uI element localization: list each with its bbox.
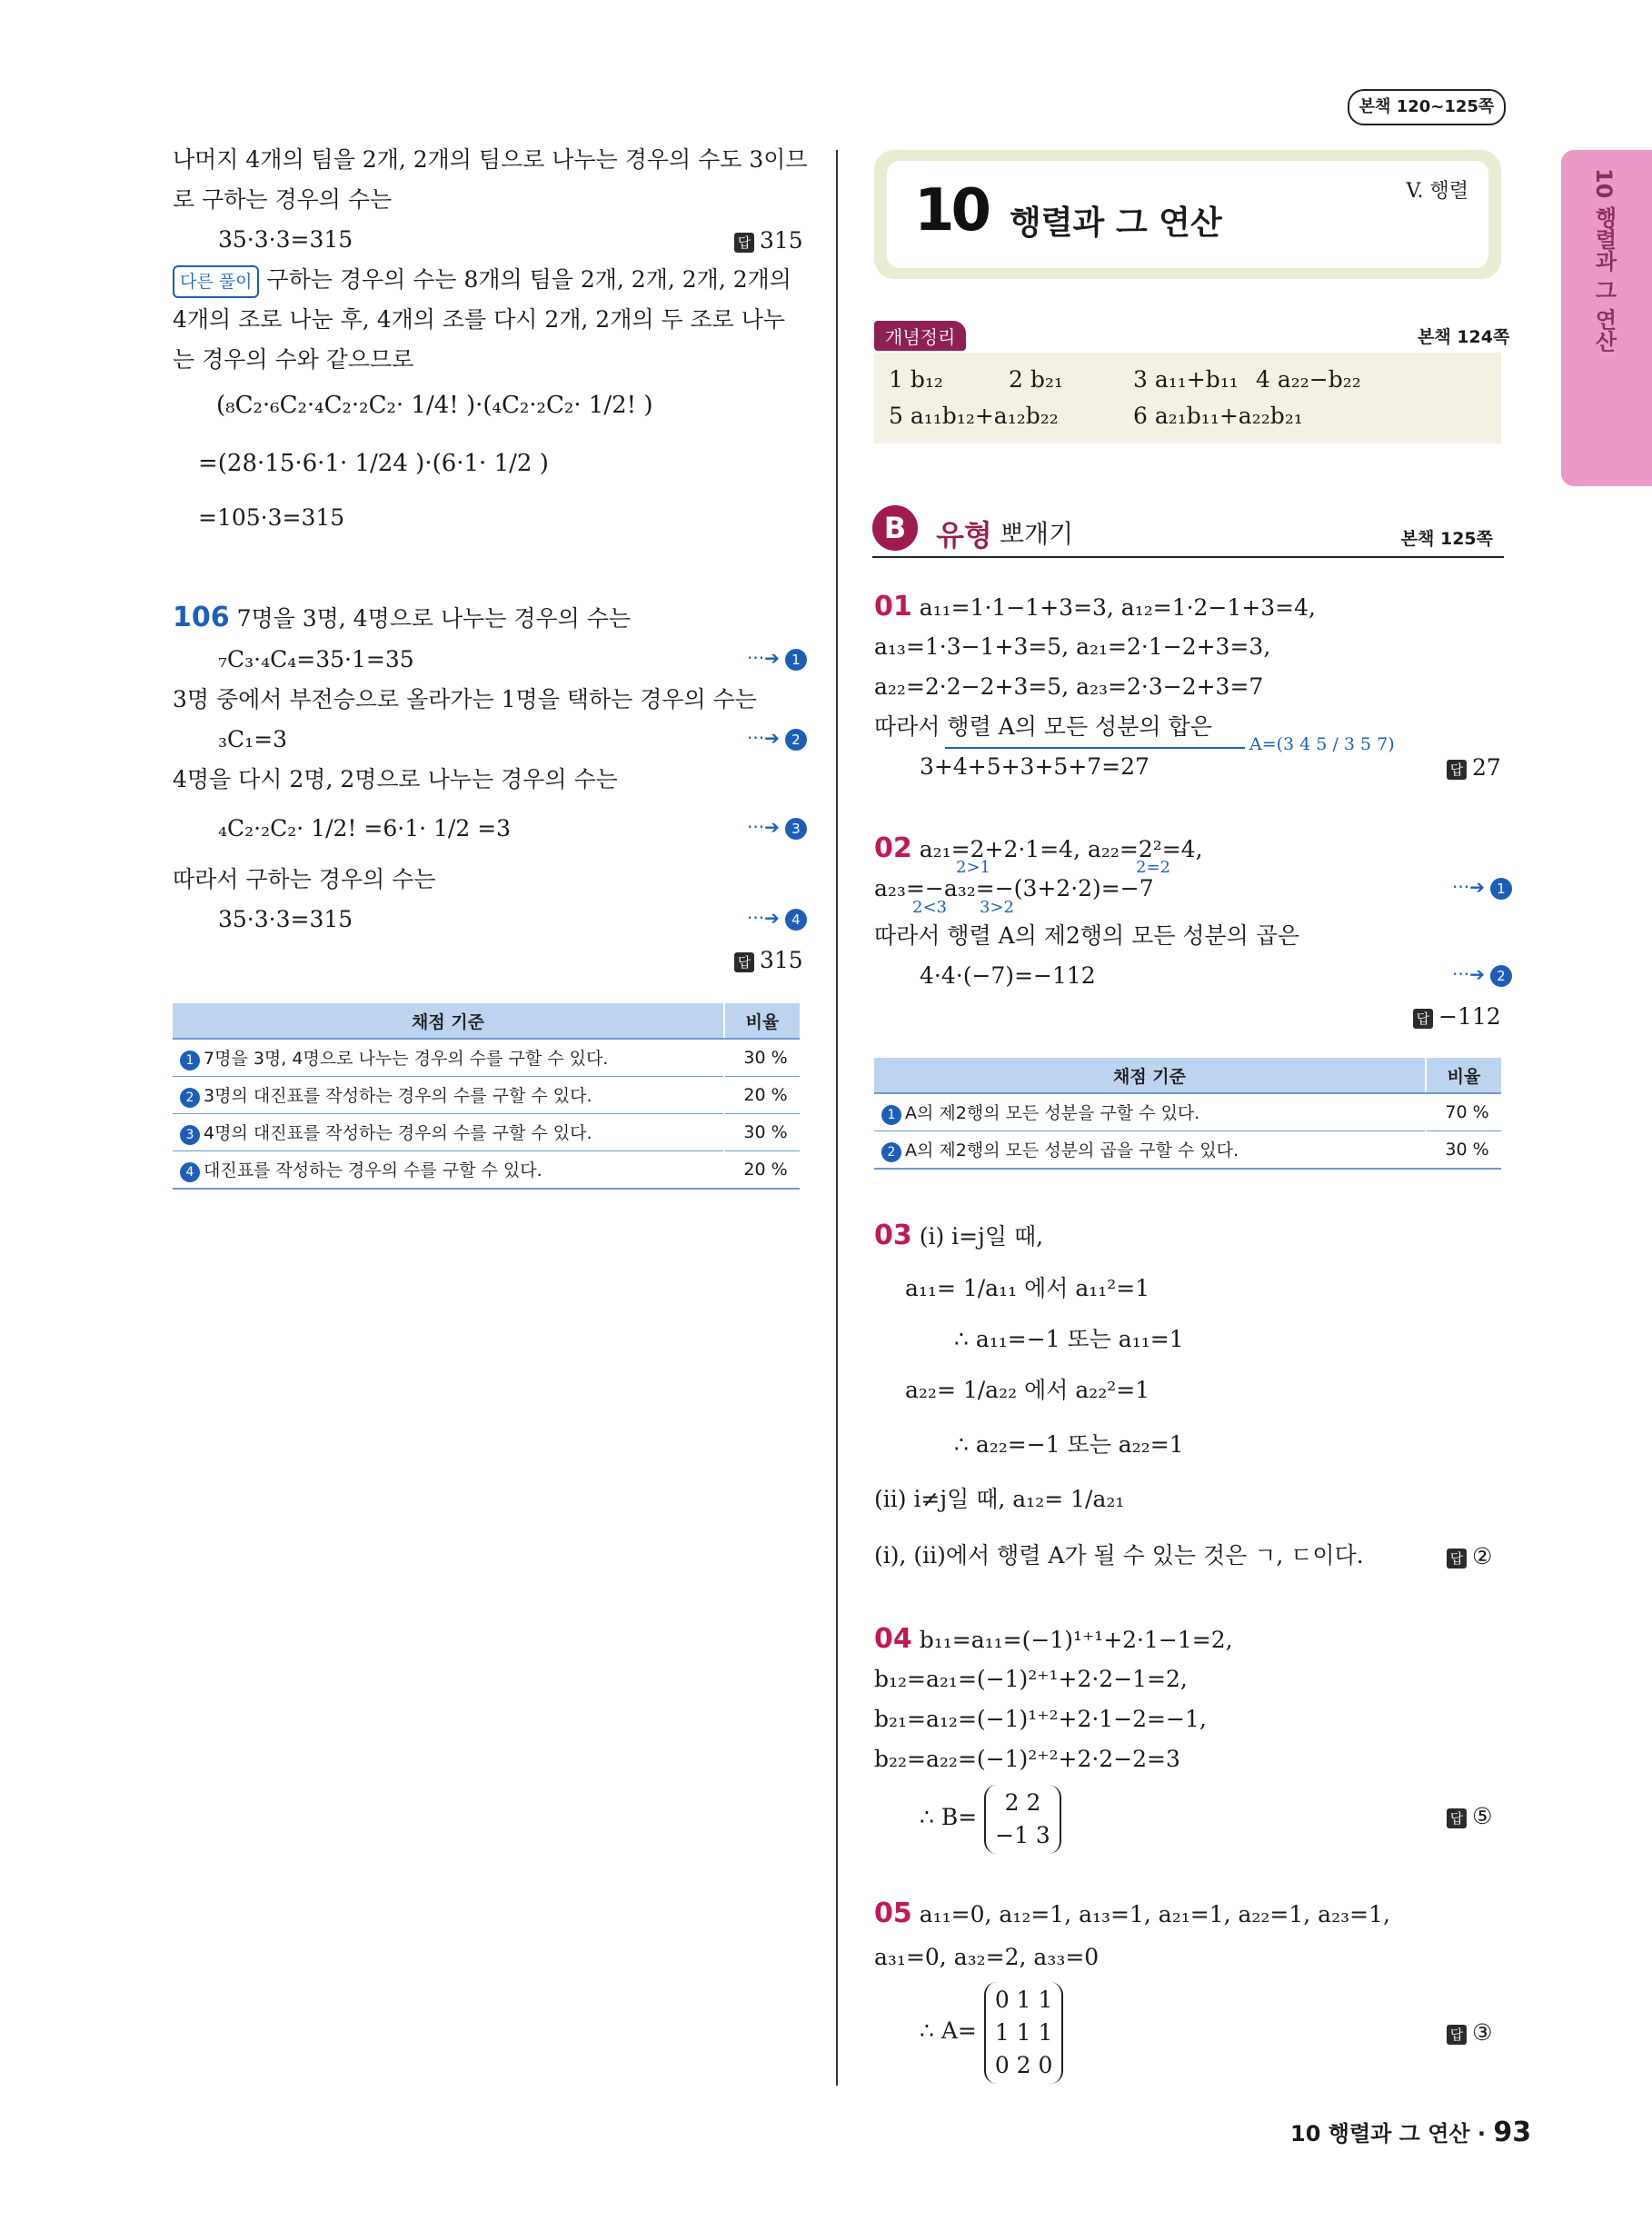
grading-row (173, 1114, 800, 1151)
problem-text: a₁₁=1·1−1+3=3, a₁₂=1·2−1+3=4, (919, 594, 1316, 621)
criteria-text: 7명을 3명, 4명으로 나누는 경우의 수를 구할 수 있다. (204, 1049, 609, 1069)
problem-text: 7명을 3명, 4명으로 나누는 경우의 수는 (236, 605, 632, 632)
matrix-b (984, 1785, 1061, 1854)
answer-box-icon: 답 (734, 952, 754, 972)
criteria-number: 4 (180, 1162, 200, 1182)
step-number: 4 (785, 909, 807, 931)
problem-106 (173, 603, 631, 633)
problem-text: b₁₁=a₁₁=(−1)¹⁺¹+2·1−1=2, (919, 1627, 1233, 1653)
step-marker: ···➔ 2 (747, 727, 807, 751)
ratio-header: 비율 (724, 1003, 800, 1039)
math-line: a₁₁= 1/a₁₁ 에서 a₁₁²=1 (905, 1275, 1150, 1301)
type-ref: 본책 125쪽 (1400, 529, 1493, 549)
math-line: 4·4·(−7)=−112 (920, 962, 1096, 989)
text-line: 따라서 행렬 A의 제2행의 모든 성분의 곱은 (874, 922, 1300, 949)
chapter-side-tab (1561, 150, 1652, 486)
left-text-line: 4개의 조로 나눈 후, 4개의 조를 다시 2개, 2개의 두 조로 나누 (173, 306, 786, 333)
step-marker: ···➔ 1 (1452, 876, 1512, 900)
answer-box-icon: 답 (1413, 1009, 1433, 1029)
concept-item: 1 b₁₂ (889, 366, 943, 393)
note: 2>1 (956, 858, 990, 877)
grading-header: 채점 기준 (173, 1003, 724, 1039)
answer-mark (1447, 2019, 1492, 2046)
concept-item: 2 b₂₁ (1009, 366, 1063, 393)
math-line: 3+4+5+3+5+7=27 (920, 753, 1149, 780)
left-equation: 35·3·3=315 (218, 226, 353, 253)
left-text-line: 3명 중에서 부전승으로 올라가는 1명을 택하는 경우의 수는 (173, 686, 757, 712)
left-equation: ₇C₃·₄C₄=35·1=35 (218, 646, 414, 672)
math-label: ∴ A= (920, 2017, 977, 2044)
concept-item: 5 a₁₁b₁₂+a₁₂b₂₂ (889, 403, 1059, 429)
matrix-row: 1 1 1 (994, 2018, 1053, 2046)
concept-box (874, 353, 1501, 443)
side-tab-label: 10 행렬과 그 연산 (1591, 168, 1617, 353)
answer-box-icon: 답 (734, 233, 754, 253)
math-line: b₁₂=a₂₁=(−1)²⁺¹+2·2−1=2, (874, 1666, 1188, 1692)
matrix-line (920, 1781, 1061, 1854)
concept-item: 4 a₂₂−b₂₂ (1256, 366, 1361, 393)
note-underline (945, 747, 1245, 749)
matrix-row: −1 3 (995, 1821, 1050, 1848)
answer-value: 315 (760, 227, 803, 254)
step-number: 3 (785, 818, 807, 840)
answer-value: 27 (1472, 754, 1501, 781)
answer-mark (734, 227, 803, 254)
left-equation: 35·3·3=315 (218, 906, 353, 932)
criteria-number: 1 (881, 1105, 901, 1125)
answer-mark (1447, 1803, 1492, 1829)
left-text-line: 는 경우의 수와 같으므로 (173, 346, 414, 373)
text-line: 따라서 행렬 A의 모든 성분의 합은 (874, 713, 1212, 740)
grading-row (874, 1131, 1501, 1170)
criteria-ratio: 20 % (724, 1151, 800, 1190)
left-text-line: 4명을 다시 2명, 2명으로 나누는 경우의 수는 (173, 766, 618, 792)
alt-solution-text: 구하는 경우의 수는 8개의 팀을 2개, 2개, 2개, 2개의 (266, 266, 791, 293)
type-subtitle: 뽀개기 (1000, 519, 1074, 549)
problem-number: 04 (874, 1623, 912, 1655)
criteria-text: 대진표를 작성하는 경우의 수를 구할 수 있다. (204, 1160, 542, 1180)
math-line: ∴ a₁₁=−1 또는 a₁₁=1 (954, 1326, 1184, 1352)
criteria-number: 3 (180, 1125, 200, 1145)
math-line: a₂₂=2·2−2+3=5, a₂₃=2·3−2+3=7 (874, 673, 1264, 700)
left-text-line: 로 구하는 경우의 수는 (173, 186, 393, 213)
answer-mark (1447, 1543, 1492, 1569)
step-number: 2 (1490, 965, 1512, 987)
matrix-a (984, 1982, 1064, 2084)
type-title: 유형 (936, 518, 992, 553)
grading-row (173, 1039, 800, 1077)
criteria-text: 4명의 대진표를 작성하는 경우의 수를 구할 수 있다. (204, 1123, 592, 1143)
criteria-number: 2 (180, 1088, 200, 1108)
criteria-number: 2 (881, 1142, 901, 1162)
matrix-row: 0 1 1 (994, 1986, 1053, 2013)
chapter-title: 행렬과 그 연산 (1010, 204, 1222, 242)
math-line: a₁₃=1·3−1+3=5, a₂₁=2·1−2+3=3, (874, 633, 1271, 660)
problem-text: a₂₁=2+2·1=4, a₂₂=2²=4, (919, 836, 1203, 862)
problem-text: (i) i=j일 때, (919, 1223, 1044, 1250)
answer-box-icon: 답 (1447, 1549, 1467, 1569)
chapter-header-inner (887, 161, 1488, 268)
ratio-header: 비율 (1426, 1058, 1501, 1093)
left-equation: =(28·15·6·1· 1/24 )·(6·1· 1/2 ) (198, 450, 549, 477)
alt-solution-line (173, 265, 791, 298)
math-line: (ii) i≠j일 때, a₁₂= 1/a₂₁ (874, 1486, 1125, 1512)
answer-value: 315 (760, 947, 803, 973)
math-line: b₂₂=a₂₂=(−1)²⁺²+2·2−2=3 (874, 1746, 1180, 1772)
problem-text: a₁₁=0, a₁₂=1, a₁₃=1, a₂₁=1, a₂₂=1, a₂₃=1, (919, 1901, 1390, 1927)
step-marker: ···➔ 2 (1452, 963, 1512, 987)
math-line: a₂₂= 1/a₂₂ 에서 a₂₂²=1 (905, 1377, 1150, 1403)
note: 2=2 (1136, 858, 1170, 877)
left-equation: (₈C₂·₆C₂·₄C₂·₂C₂· 1/4! )·(₄C₂·₂C₂· 1/2! ) (216, 392, 653, 419)
concept-item: 3 a₁₁+b₁₁ (1133, 366, 1239, 393)
text-line: (i), (ii)에서 행렬 A가 될 수 있는 것은 ㄱ, ㄷ이다. (874, 1542, 1364, 1569)
problem-number: 02 (874, 832, 912, 864)
answer-value: ② (1472, 1543, 1493, 1569)
answer-mark (1447, 754, 1501, 781)
problem-03 (874, 1221, 1043, 1251)
footer: 10 행렬과 그 연산 · 93 (1290, 2116, 1532, 2148)
grading-table (173, 1003, 800, 1190)
problem-number: 03 (874, 1220, 912, 1251)
unit-label: V. 행렬 (1406, 180, 1468, 203)
step-marker: ···➔ 1 (747, 647, 807, 671)
math-label: ∴ B= (920, 1804, 978, 1830)
answer-value: ⑤ (1472, 1803, 1493, 1829)
left-equation: ₃C₁=3 (218, 726, 288, 752)
left-equation: =105·3=315 (198, 504, 345, 531)
math-line: a₃₁=0, a₃₂=2, a₃₃=0 (874, 1944, 1100, 1970)
answer-box-icon: 답 (1447, 2025, 1467, 2045)
page-ref-pill: 본책 120~125쪽 (1348, 89, 1506, 125)
criteria-text: 3명의 대진표를 작성하는 경우의 수를 구할 수 있다. (204, 1086, 592, 1106)
math-line: ∴ a₂₂=−1 또는 a₂₂=1 (954, 1431, 1184, 1458)
type-badge: B (872, 505, 918, 551)
problem-number: 106 (173, 602, 230, 633)
step-number: 1 (785, 649, 807, 671)
answer-mark (1413, 1003, 1501, 1030)
problem-01 (874, 593, 1316, 622)
left-text-line: 따라서 구하는 경우의 수는 (173, 866, 436, 892)
problem-number: 01 (874, 591, 912, 622)
concept-tag: 개념정리 (874, 321, 966, 351)
left-equation: ₄C₂·₂C₂· 1/2! =6·1· 1/2 =3 (218, 815, 512, 842)
criteria-ratio: 30 % (724, 1114, 800, 1151)
problem-number: 05 (874, 1897, 912, 1929)
step-number: 2 (785, 729, 807, 751)
answer-value: ③ (1472, 2019, 1493, 2046)
grading-row (874, 1093, 1501, 1131)
matrix-note: A=(3 4 5 / 3 5 7) (1249, 734, 1395, 754)
grading-row (173, 1077, 800, 1114)
note: 2<3 (912, 898, 947, 917)
concept-item: 6 a₂₁b₁₁+a₂₂b₂₁ (1133, 403, 1303, 429)
footer-chapter: 10 행렬과 그 연산 (1290, 2121, 1470, 2146)
matrix-line (920, 1981, 1063, 2084)
grading-header: 채점 기준 (874, 1058, 1426, 1093)
alt-solution-tag: 다른 풀이 (173, 265, 259, 298)
criteria-ratio: 20 % (724, 1077, 800, 1114)
math-line: b₂₁=a₁₂=(−1)¹⁺²+2·1−2=−1, (874, 1706, 1207, 1732)
page-number: 93 (1493, 2116, 1532, 2148)
problem-05 (874, 1899, 1390, 1929)
matrix-row: 2 2 (1004, 1788, 1041, 1816)
criteria-text: A의 제2행의 모든 성분을 구할 수 있다. (905, 1103, 1200, 1123)
criteria-text: A의 제2행의 모든 성분의 곱을 구할 수 있다. (905, 1140, 1239, 1160)
chapter-header-box (874, 150, 1501, 279)
note: 3>2 (980, 898, 1014, 917)
step-marker: ···➔ 4 (747, 907, 807, 931)
step-marker: ···➔ 3 (747, 816, 807, 840)
step-number: 1 (1490, 878, 1512, 900)
matrix-row: 0 2 0 (994, 2051, 1053, 2078)
math-line: a₂₃=−a₃₂=−(3+2·2)=−7 (874, 875, 1154, 901)
problem-04 (874, 1625, 1233, 1655)
answer-value: −112 (1438, 1003, 1501, 1030)
column-divider (836, 150, 838, 2086)
criteria-ratio: 70 % (1426, 1093, 1501, 1131)
answer-box-icon: 답 (1447, 1808, 1467, 1828)
left-text-line: 나머지 4개의 팀을 2개, 2개의 팀으로 나누는 경우의 수도 3이므 (173, 146, 808, 173)
criteria-number: 1 (180, 1051, 200, 1071)
answer-mark (734, 947, 803, 973)
chapter-number: 10 (914, 177, 989, 244)
criteria-ratio: 30 % (1426, 1131, 1501, 1170)
grading-table (874, 1058, 1501, 1170)
criteria-ratio: 30 % (724, 1039, 800, 1077)
concept-ref: 본책 124쪽 (1418, 327, 1510, 347)
grading-row (173, 1151, 800, 1190)
type-section-header (872, 505, 1504, 558)
answer-box-icon: 답 (1447, 760, 1467, 780)
